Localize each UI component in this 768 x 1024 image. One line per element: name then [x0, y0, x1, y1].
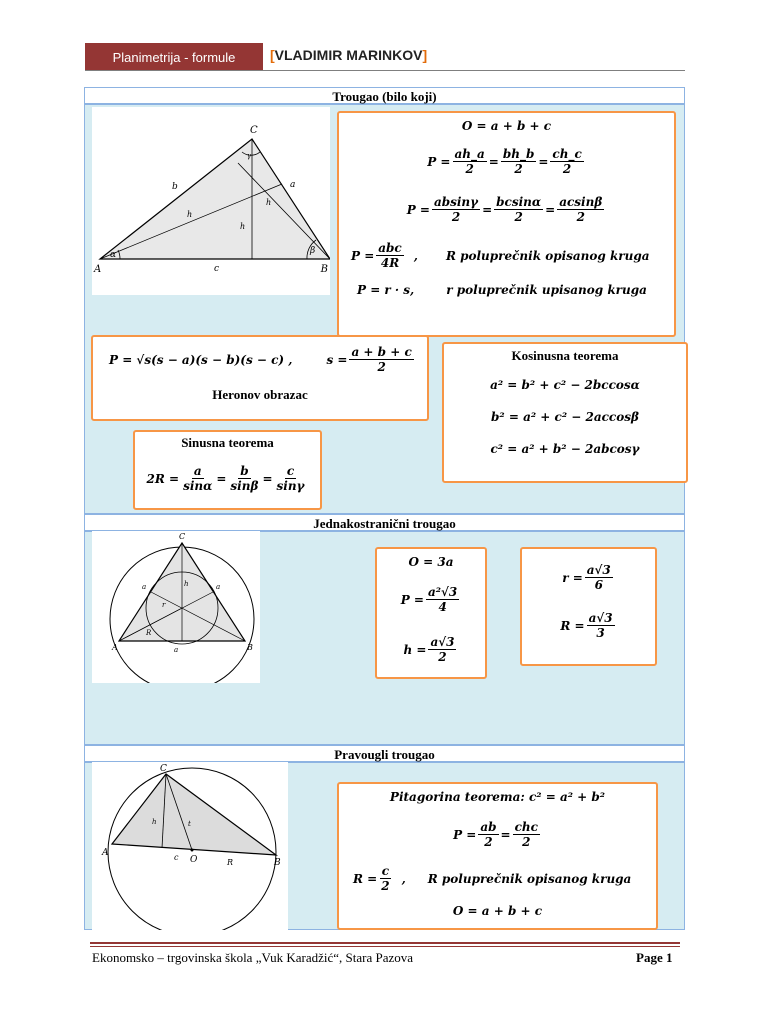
- frac-chc: [513, 820, 540, 849]
- equilateral-figure: [92, 531, 260, 683]
- label-a: a: [290, 180, 296, 190]
- frac-sin-gamma: [275, 464, 307, 493]
- right-area-prefix: P =: [453, 827, 477, 842]
- label-A: A: [102, 848, 109, 858]
- heron-formula: P = √s(s − a)(s − b)(s − c) ,: [109, 352, 293, 367]
- label-A: A: [94, 264, 102, 275]
- right-area-formula: P = $\frac{ab}{2}$ = $\frac{\text{chᴄ}}{2}$: [453, 820, 538, 849]
- equi-inradius: [522, 563, 655, 592]
- frac-bcsin: [494, 195, 543, 224]
- equi-R-prefix: R =: [560, 618, 585, 633]
- equi-height: [377, 635, 485, 664]
- cosine-title: Kosinusna teorema: [511, 348, 619, 363]
- bracket-close: ]: [422, 47, 428, 63]
- frac-num: a: [193, 464, 202, 478]
- frac-bhb: [501, 147, 537, 176]
- label-C: C: [160, 764, 167, 774]
- right-R-prefix: R =: [353, 871, 378, 886]
- author-text: VLADIMIR MARINKOV: [274, 47, 423, 63]
- formula-box-triangle-area: [337, 111, 676, 337]
- formula-box-right-triangle: [337, 782, 658, 930]
- area-R-prefix: P =: [351, 248, 375, 263]
- label-tc: t: [188, 820, 191, 828]
- label-beta: β: [310, 246, 316, 256]
- formula-box-equilateral: [375, 547, 487, 679]
- frac-num: bh_b: [502, 147, 535, 161]
- frac-num: acsinβ: [559, 195, 603, 209]
- formula-box-equi-radii: [520, 547, 657, 666]
- frac-den: 2: [465, 162, 474, 176]
- area-height-formula: P = $\frac{ah\_a}{2}$ = $\frac{bh\_b}{2}$ = $\frac{ch\_c}{2}$: [427, 147, 582, 176]
- frac-den: 3: [596, 626, 605, 640]
- frac-den: 4: [438, 600, 447, 614]
- label-O: O: [190, 855, 198, 865]
- frac-equi-R: [587, 611, 615, 640]
- frac-num: b: [240, 464, 249, 478]
- frac-num: a²√3: [427, 585, 458, 599]
- footer-rule-thin: [90, 946, 680, 947]
- equi-circumradius: [522, 611, 655, 640]
- heron-formula-row: [109, 345, 416, 374]
- label-a-left: a: [142, 583, 147, 591]
- frac-num: ab: [480, 820, 497, 834]
- frac-abc-4R: [376, 241, 403, 270]
- right-circumradius-note: R poluprečnik opisanog kruga: [427, 871, 632, 886]
- frac-sin-beta: [228, 464, 260, 493]
- right-triangle-figure: [92, 762, 288, 930]
- label-gamma: γ: [247, 152, 252, 160]
- frac-den: 2: [484, 835, 493, 849]
- area-inradius-formula: [357, 283, 647, 297]
- section-title-equilateral: Jednakostranični trougao: [84, 514, 685, 531]
- semi-perimeter-prefix: s =: [326, 352, 348, 367]
- inradius-note: r poluprečnik upisanog kruga: [446, 283, 647, 297]
- right-triangle-diagram: [92, 762, 288, 930]
- label-hc: h: [240, 222, 246, 231]
- label-alpha: α: [110, 250, 117, 260]
- frac-equi-height: [428, 635, 456, 664]
- equi-h-prefix: h =: [403, 642, 427, 657]
- frac-equi-r: [585, 563, 613, 592]
- frac-den: 2: [514, 210, 523, 224]
- label-ha: h: [187, 210, 193, 219]
- frac-num: ch_c: [552, 147, 582, 161]
- frac-num: absinγ: [433, 195, 479, 209]
- frac-den: 2: [438, 650, 447, 664]
- formula-box-heron: [91, 335, 429, 421]
- equi-perimeter: O = 3a: [408, 555, 454, 569]
- header-tab: Planimetrija - formule: [85, 43, 263, 71]
- frac-den: 6: [594, 578, 603, 592]
- area-sin-prefix: P =: [406, 202, 430, 217]
- label-B: B: [274, 858, 281, 868]
- frac-den: 2: [381, 879, 390, 893]
- label-R: R: [146, 629, 152, 637]
- label-B: B: [320, 264, 328, 275]
- header-rule: [85, 70, 685, 71]
- label-h: h: [184, 580, 189, 588]
- area-h-prefix: P =: [427, 154, 451, 169]
- frac-semi-perimeter: [349, 345, 413, 374]
- equilateral-diagram: [92, 531, 260, 683]
- area-circumradius-formula: P = $\frac{\text{abc}}{4R}$ , R poluprečnik opisanog kruga: [351, 241, 650, 270]
- equi-r-prefix: r =: [562, 570, 583, 585]
- footer-rule-thick: [90, 942, 680, 944]
- author-name: [270, 47, 427, 63]
- frac-den: sinβ: [230, 479, 259, 493]
- frac-num: ah_a: [454, 147, 485, 161]
- label-r: r: [162, 601, 166, 609]
- frac-ab: [478, 820, 498, 849]
- frac-acsin: [557, 195, 604, 224]
- formula-box-sine: [133, 430, 322, 510]
- frac-c-2: [379, 864, 391, 893]
- frac-den: sinγ: [276, 479, 305, 493]
- frac-sin-alpha: [181, 464, 214, 493]
- label-A: A: [112, 643, 118, 652]
- circumradius-note: R poluprečnik opisanog kruga: [445, 248, 650, 263]
- label-R: R: [227, 858, 234, 867]
- frac-den: 2: [514, 162, 523, 176]
- frac-den: 2: [377, 360, 386, 374]
- section-title-any-triangle: Trougao (bilo koji): [84, 87, 685, 104]
- frac-den: sinα: [183, 479, 213, 493]
- frac-num: a√3: [588, 611, 613, 625]
- footer-school: Ekonomsko – trgovinska škola „Vuk Karadžić“, Stara Pazova: [92, 950, 414, 965]
- label-a-right: a: [216, 583, 221, 591]
- frac-den: 2: [562, 162, 572, 176]
- frac-num: c: [286, 464, 295, 478]
- cosine-line-a: a² = b² + c² − 2bccosα: [490, 378, 640, 392]
- label-hc: h: [152, 818, 157, 826]
- frac-num: bcsinα: [496, 195, 542, 209]
- pythagoras-formula: Pitagorina teorema: c² = a² + b²: [389, 790, 606, 804]
- frac-num: chᴄ: [514, 820, 538, 834]
- footer-page-number: Page 1: [636, 950, 673, 965]
- frac-num: a√3: [430, 635, 455, 649]
- frac-chc: [550, 147, 583, 176]
- triangle-diagram: [92, 107, 330, 295]
- heron-label: Heronov obrazac: [212, 387, 308, 402]
- frac-den: 2: [451, 210, 461, 224]
- label-c: c: [174, 853, 179, 862]
- label-C: C: [250, 125, 258, 136]
- equi-area-prefix: P =: [400, 592, 424, 607]
- triangle-figure: [92, 107, 330, 295]
- frac-num: abc: [378, 241, 402, 255]
- frac-equi-area: [426, 585, 459, 614]
- label-hb: h: [266, 198, 272, 207]
- frac-absin: [432, 195, 480, 224]
- label-a-bottom: a: [174, 646, 179, 654]
- frac-aha: [453, 147, 487, 176]
- frac-den: 2: [576, 210, 585, 224]
- frac-den: 4R: [380, 256, 400, 270]
- label-B: B: [247, 643, 253, 652]
- sine-title: Sinusna teorema: [181, 435, 274, 450]
- label-b: b: [172, 182, 178, 192]
- formula-box-cosine: [442, 342, 688, 483]
- frac-num: a + b + c: [351, 345, 412, 359]
- right-circumradius-formula: R = $\frac{c}{2}$ , R poluprečnik opisanog kruga: [353, 864, 632, 893]
- frac-den: 2: [522, 835, 531, 849]
- equi-area: [377, 585, 485, 614]
- section-title-right-triangle: Pravougli trougao: [84, 745, 685, 762]
- label-c: c: [214, 264, 220, 274]
- right-perimeter-formula: O = a + b + c: [452, 904, 543, 918]
- perimeter-formula: O = a + b + c: [461, 119, 552, 133]
- area-sine-formula: P = $\frac{absin\gamma}{2}$ = $\frac{bcsin\alpha}{2}$ = $\frac{acsin\beta}{2}$: [406, 195, 603, 224]
- cosine-line-b: b² = a² + c² − 2accosβ: [491, 410, 639, 424]
- frac-num: a√3: [586, 563, 611, 577]
- sine-formula: 2R = $\frac{a}{\sin\alpha}$ = $\frac{b}{\sin\beta}$ = $\frac{c}{\sin\gamma}$: [146, 464, 305, 493]
- cosine-line-c: c² = a² + b² − 2abcosγ: [490, 442, 640, 456]
- label-C: C: [179, 532, 186, 541]
- frac-num: c: [381, 864, 390, 878]
- area-r-formula: P = r · s,: [357, 283, 415, 297]
- bracket-open: [: [270, 47, 275, 63]
- sine-prefix: 2R =: [146, 471, 180, 486]
